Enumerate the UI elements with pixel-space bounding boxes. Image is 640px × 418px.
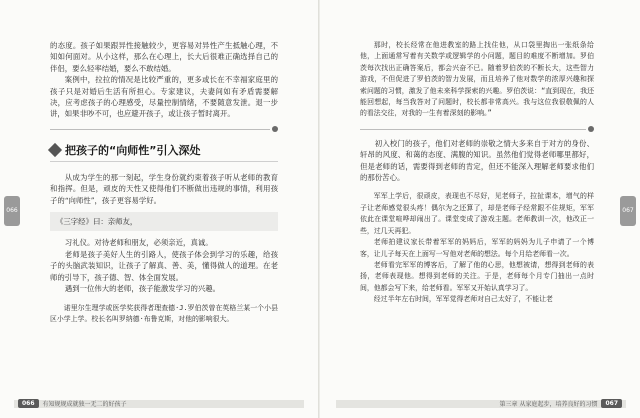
quote-line-2: 老师是孩子美好人生的引路人，使孩子体会到学习的乐趣，给孩子的头脑武装知识，让孩子了解真、善、美，懂得做人的道理。在老师的引导下，孩子德、智、体全面发展。 [50,249,278,282]
right-paragraph-1: 那时，校长经常在他进教室的路上找住他，从口袋里掏出一张纸条给他，上面通常写着有关数学或逻辑学的小问题，题目的难度不断增加。罗伯茨每次找出正确答案后，都会兴奋不已。随着罗伯茨的不断长大，这些智力游戏，不但促进了罗伯茨的智力发展，而且培养了他对数学的浓厚兴趣和探索问题的习惯，激发了他未来科学探索的兴趣。罗伯茨说：“直到现在，我还能回想起，每当我答对了问题时，校长都非常高兴。我与这位我很敬佩的人的看法交往，对我的一生有着深刻的影响。” [360,41,594,118]
right-side-tab: 067 [620,196,636,226]
section-divider [50,126,278,132]
right-page-number: 067 [601,399,622,408]
chapter-title: 第三章 从家庭起步，培养良好的习惯 [499,400,598,408]
right-page [320,0,640,418]
divider-dot-icon [272,126,278,132]
section-heading [50,142,278,162]
section-title: 把孩子的“向师性”引入深处 [65,143,201,157]
right-paragraph-6: 经过半年左右时间，军军觉得老师对自己太好了，不能让老 [373,295,553,304]
diamond-marker-icon [48,143,62,157]
left-paragraph-3: 从成为学生的那一刻起，学生身份就约束着孩子听从老师的教育和指挥。但是，顽皮的天性又使得他们不断做出违规的事情，利用孩子的“向师性”，孩子更容易学好。 [50,172,278,205]
right-page-content [360,40,594,306]
right-paragraph-2: 初入校门的孩子，他们对老师的崇敬之情大多来自于对方的身份、轩昂的风度、和蔼的态度、满腹的知识。虽然他们觉得老师哪里都好，但是老师的话，需要得到老师的肯定，但还不能深入理解老师要求他们的那份苦心。 [360,138,594,183]
divider-line [50,129,270,130]
left-page-number: 066 [18,399,39,408]
quote-box [50,212,278,231]
left-side-tab: 066 [4,196,20,226]
left-footer [14,396,127,410]
right-section-divider [360,126,594,132]
left-paragraph-1: 的态度。孩子如果跟异性接触较少，更容易对异性产生抵触心理，不知如何面对。从小这样，那么在心理上，长大后很难正确选择自己的伴侣，要么轻率结婚，要么不敢结婚。 [50,41,278,73]
left-paragraph-2: 案例中，拉拉的情况是比较严重的，更多或长在不幸福家庭里的孩子只是对婚后生活有所担心。专家建议，夫妻间如有矛盾需要解决，应考虑孩子的心理感受，尽量控制情绪，不要随意发泄。退一步讲，如果非吵不可，也应避开孩子，或让孩子暂时离开。 [50,75,278,119]
right-divider-line [360,129,586,130]
right-divider-dot-icon [588,126,594,132]
left-page-content [50,40,278,325]
right-paragraph-3: 军军上学后，很顽皮，表现也不尽好，见老师子，拉扯课本，增气的样子让老师感觉很头疼！偶尔为之还算了，却是老师子经常跟不住规矩，军军依此在课堂喧哗却闹出了。课堂变成了游戏主题。老师教训一次，他改正一些，过几天再犯。 [360,192,594,235]
left-paragraph-4: 诺里尔生理学或医学奖获得者理查德·J.罗伯茨曾在英格兰某一个小县区小学上学。校长名叫罗纳德·布鲁克斯，对他的影响很大。 [50,303,278,323]
quote-line-1: 习礼仪。对待老师和朋友，必须亲近，真诚。 [64,238,213,248]
quote-line-3: 遇到一位伟大的老师，孩子能激发学习的兴趣。 [64,284,221,294]
right-footer [500,396,626,410]
book-title: 有知规规成就独一无二的好孩子 [42,400,127,408]
quote-source: 《三字经》曰：亲师友， [56,217,138,227]
right-paragraph-5: 老师看完军军的博客后，了解了他的心思，他想被请，想得到老师的表扬，老师表现他。想得到老师的关注。于是，老师每个月专门抽出一点时间，他都会写下来，给老师看。军军又开始认真学习了。 [360,260,594,292]
right-paragraph-4: 老师拍建议家长带着军军的妈妈后，军军的妈妈为儿子申请了一个博客，让儿子每天在上面写一写他对老师的想法。每个月给老师看一次。 [360,238,594,258]
